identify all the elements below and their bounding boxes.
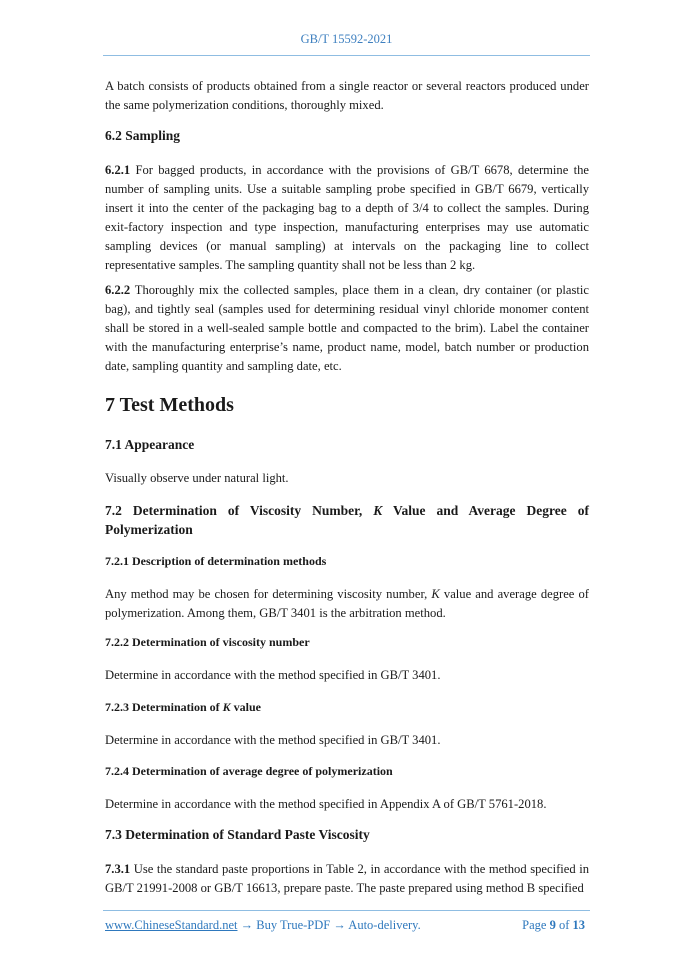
text: 7.2.3 Determination of [105, 700, 223, 714]
heading-7-2-4: 7.2.4 Determination of average degree of polymerization [105, 764, 393, 778]
paragraph-7-3-1 [105, 860, 589, 898]
text: value [230, 700, 262, 714]
clause-number: 7.3.1 [105, 862, 131, 876]
page-footer [105, 918, 585, 933]
paragraph-7-2-3: Determine in accordance with the method specified in GB/T 3401. [105, 733, 441, 747]
total-pages: 13 [572, 918, 585, 932]
italic-k: K [431, 587, 440, 601]
text: value and average degree of polymerization. Among them, GB/T 3401 is the arbitration method. [105, 587, 589, 620]
heading-7-3: 7.3 Determination of Standard Paste Viscosity [105, 827, 370, 842]
paragraph-7-2-2: Determine in accordance with the method specified in GB/T 3401. [105, 668, 441, 682]
paragraph-7-1: Visually observe under natural light. [105, 471, 289, 485]
of-label: of [558, 918, 570, 932]
page-number: 9 [549, 918, 556, 932]
paragraph-batch: A batch consists of products obtained from a single reactor or several reactors produced under the same polymerization conditions, thoroughly mixed. [105, 79, 589, 112]
clause-text: For bagged products, in accordance with the provisions of GB/T 6678, determine the number of sampling units. Use a suitable sampling probe specified in GB/T 6679, vertically insert it into the center of the packaging bag to a depth of 3/4 to collect the samples. During exit-factory inspection and type inspection, manufacturing enterprises may use automatic sampling devices (or manual sampling) at intervals on the packaging line to collect representative samples. The sampling quantity shall not be less than 2 kg. [105, 163, 589, 272]
clause-number: 6.2.2 [105, 283, 131, 297]
clause-number: 6.2.1 [105, 163, 131, 177]
heading-7: 7 Test Methods [105, 394, 234, 416]
paragraph-7-2-4: Determine in accordance with the method specified in Appendix A of GB/T 5761-2018. [105, 797, 547, 811]
paragraph-7-2-1 [105, 585, 589, 623]
website-link[interactable]: www.ChineseStandard.net [105, 918, 238, 932]
heading-text: 7.2 Determination of Viscosity Number, [105, 503, 374, 518]
page-indicator [522, 918, 585, 933]
heading-7-2-2: 7.2.2 Determination of viscosity number [105, 635, 310, 649]
heading-7-2 [105, 501, 589, 539]
page-label: Page [522, 918, 547, 932]
clause-text: Thoroughly mix the collected samples, place them in a clean, dry container (or plastic bag), and tightly seal (samples used for determining residual vinyl chloride monomer content shall be stored in a well-sealed sample bottle and compacted to the brim). Label the container with the manufacturing enterprise’s name, product name, model, batch number or production date, sampling quantity and sampling date, etc. [105, 283, 589, 373]
header-rule [103, 55, 590, 56]
heading-7-1: 7.1 Appearance [105, 437, 195, 452]
heading-text: Value and Average Degree of Polymerization [105, 503, 590, 537]
italic-k: K [222, 700, 231, 714]
heading-italic-k: K [373, 503, 383, 518]
text: Any method may be chosen for determining viscosity number, [105, 587, 432, 601]
footer-rule [103, 910, 590, 911]
heading-7-2-1: 7.2.1 Description of determination methods [105, 554, 327, 568]
heading-6-2: 6.2 Sampling [105, 128, 181, 143]
heading-7-2-3 [105, 700, 589, 715]
footer-text: → Buy True-PDF → Auto-delivery. [237, 918, 421, 932]
paragraph-6-2-2 [105, 281, 589, 376]
clause-text: Use the standard paste proportions in Table 2, in accordance with the method specified in GB/T 21991-2008 or GB/T 16613, prepare paste. The paste prepared using method B specified [105, 862, 589, 895]
running-header: GB/T 15592-2021 [300, 32, 393, 46]
paragraph-6-2-1 [105, 161, 589, 275]
